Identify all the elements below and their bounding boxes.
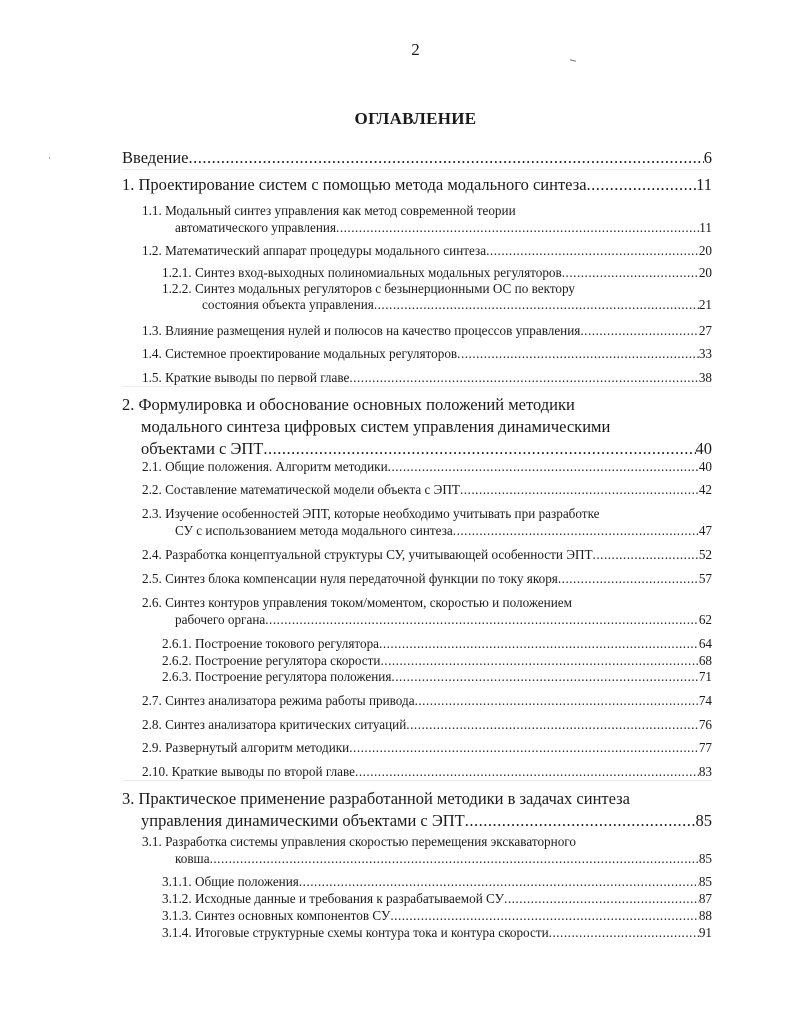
- leader-dots: [558, 570, 699, 587]
- toc-page-number: 64: [698, 636, 712, 651]
- toc-page-number: 76: [698, 717, 712, 732]
- page-number: 2: [411, 40, 420, 59]
- toc-page-number: 77: [698, 740, 712, 755]
- toc-entry-label-cont: модального синтеза цифровых систем управления динамическими: [141, 417, 611, 436]
- toc-entry-label: 2.6.1. Построение токового регулятора: [162, 636, 380, 651]
- toc-entry-label: 2.4. Разработка концептуальной структуры СУ, учитывающей особенности ЭПТ: [142, 547, 593, 562]
- toc-page-number: 21: [698, 297, 712, 312]
- toc-page-number: 71: [698, 669, 712, 684]
- toc-entry-chapter-2[interactable]: [122, 394, 712, 460]
- toc-entry-label-cont: состояния объекта управления: [202, 297, 374, 312]
- toc-entry-label: 2.3. Изучение особенностей ЭПТ, которые необходимо учитывать при разработке: [142, 506, 600, 521]
- toc-entry-label: 2.6. Синтез контуров управления током/моментом, скоростью и положением: [142, 595, 572, 610]
- toc-entry-label: Введение: [122, 148, 189, 167]
- toc-entry-label: 3.1.3. Синтез основных компонентов СУ: [162, 908, 391, 923]
- toc-entry-label: 2.2. Составление математической модели объекта с ЭПТ: [142, 482, 460, 497]
- scan-artifact: [49, 157, 50, 159]
- toc-entry-2-7[interactable]: [122, 692, 712, 709]
- leader-dots: [580, 322, 698, 339]
- toc-entry-label: 1.2. Математический аппарат процедуры модального синтеза: [142, 243, 487, 258]
- toc-page-number: 83: [698, 764, 712, 779]
- toc-entry-3-1-3[interactable]: [122, 908, 712, 924]
- toc-entry-label: 2.6.2. Построение регулятора скорости: [162, 653, 381, 668]
- toc-entry-2-6-3[interactable]: [122, 669, 712, 685]
- toc-entry-1-2-2[interactable]: [122, 281, 712, 313]
- leader-dots: [349, 369, 698, 386]
- leader-dots: [210, 850, 699, 867]
- leader-dots: [460, 481, 699, 498]
- toc-entry-1-1[interactable]: [122, 202, 712, 236]
- toc-entry-label: 2.9. Развернутый алгоритм методики: [142, 740, 350, 755]
- toc-entry-label: 2.5. Синтез блока компенсации нуля передаточной функции по току якоря: [142, 571, 558, 586]
- toc-page-number: 57: [698, 571, 712, 586]
- toc-entry-label: 2.10. Краткие выводы по второй главе: [142, 764, 356, 779]
- toc-entry-label: 3.1. Разработка системы управления скоростью перемещения экскаваторного: [142, 834, 576, 849]
- toc-entry-2-9[interactable]: [122, 739, 712, 756]
- toc-page-number: 52: [698, 547, 712, 562]
- toc-page-number: 68: [698, 653, 712, 668]
- toc-page-number: 91: [698, 925, 712, 940]
- toc-entry-1-4[interactable]: [122, 345, 712, 362]
- toc-entry-label: 1.2.1. Синтез вход-выходных полиномиальных модальных регуляторов: [162, 265, 562, 280]
- leader-dots: [415, 692, 699, 709]
- leader-dots: [189, 147, 704, 169]
- leader-dots: [549, 925, 699, 941]
- leader-dots: [349, 739, 699, 756]
- leader-dots: [265, 611, 699, 628]
- leader-dots: [562, 265, 699, 281]
- leader-dots: [465, 810, 696, 832]
- toc-entry-2-1[interactable]: [122, 458, 712, 475]
- toc-page-number: 85: [695, 811, 712, 830]
- toc-entry-label: 1.2.2. Синтез модальных регуляторов с безынерционными ОС по вектору: [162, 281, 576, 296]
- leader-dots: [587, 174, 697, 196]
- toc-entry-1-2[interactable]: [122, 242, 712, 259]
- toc-entry-3-1-4[interactable]: [122, 925, 712, 941]
- leader-dots: [390, 908, 698, 924]
- toc-entry-3-1[interactable]: [122, 833, 712, 867]
- page-title: ОГЛАВЛЕНИЕ: [354, 109, 477, 128]
- toc-entry-label: 1.1. Модальный синтез управления как метод современной теории: [142, 203, 516, 218]
- toc-page-number: 20: [698, 265, 712, 280]
- toc-entry-2-6-1[interactable]: [122, 636, 712, 652]
- leader-dots: [457, 345, 699, 362]
- toc-page-number: 11: [696, 175, 712, 194]
- toc-entry-2-2[interactable]: [122, 481, 712, 498]
- toc-page-number: 47: [698, 523, 712, 538]
- toc-entry-label: 3. Практическое применение разработанной методики в задачах синтеза: [122, 789, 630, 808]
- toc-page-number: 85: [698, 851, 712, 866]
- toc-entry-label: 2.1. Общие положения. Алгоритм методики: [142, 459, 388, 474]
- toc-entry-label: 1.4. Системное проектирование модальных регуляторов: [142, 346, 458, 361]
- toc-entry-label-cont: управления динамическими объектами с ЭПТ: [141, 811, 465, 830]
- toc-page-number: 11: [699, 220, 712, 235]
- toc-page-number: 88: [698, 908, 712, 923]
- toc-entry-2-6-2[interactable]: [122, 653, 712, 669]
- toc-page-number: 27: [698, 323, 712, 338]
- toc-entry-1-3[interactable]: [122, 322, 712, 339]
- toc-page-number: 38: [698, 370, 712, 385]
- toc-entry-label: 3.1.4. Итоговые структурные схемы контура тока и контура скорости: [162, 925, 549, 940]
- toc-entry-label-cont: рабочего органа: [175, 612, 266, 627]
- leader-dots: [374, 297, 699, 313]
- toc-entry-label: 3.1.2. Исходные данные и требования к разрабатываемой СУ: [162, 891, 505, 906]
- scan-artifact: [570, 59, 576, 62]
- toc-entry-label: 2.8. Синтез анализатора критических ситуаций: [142, 717, 407, 732]
- leader-dots: [299, 874, 699, 890]
- toc-entry-label-cont: ковша: [175, 851, 210, 866]
- toc-entry-label: 2.7. Синтез анализатора режима работы привода: [142, 693, 415, 708]
- leader-dots: [406, 716, 699, 733]
- toc-entry-label: 1.5. Краткие выводы по первой главе: [142, 370, 350, 385]
- toc-entry-2-10[interactable]: [122, 763, 712, 781]
- leader-dots: [391, 669, 698, 685]
- leader-dots: [355, 763, 699, 780]
- toc-entry-label: 1.3. Влияние размещения нулей и полюсов на качество процессов управления: [142, 323, 581, 338]
- leader-dots: [263, 438, 695, 460]
- toc-page-number: 40: [698, 459, 712, 474]
- toc-entry-label-cont: СУ с использованием метода модального синтеза: [175, 523, 453, 538]
- toc-entry-2-6[interactable]: [122, 594, 712, 628]
- toc-entry-3-1-1[interactable]: [122, 874, 712, 890]
- leader-dots: [379, 636, 699, 652]
- toc-page-number: 42: [698, 482, 712, 497]
- toc-entry-label: 3.1.1. Общие положения: [162, 874, 299, 889]
- toc-entry-3-1-2[interactable]: [122, 891, 712, 907]
- toc-page-number: 62: [698, 612, 712, 627]
- toc-entry-1-2-1[interactable]: [122, 265, 712, 281]
- leader-dots: [388, 458, 699, 475]
- toc-entry-chapter-1[interactable]: [122, 174, 712, 196]
- toc-entry-label: 2. Формулировка и обоснование основных положений методики: [122, 395, 575, 414]
- leader-dots: [453, 522, 699, 539]
- toc-entry-label-cont: автоматического управления: [175, 220, 337, 235]
- toc-page-number: 85: [698, 874, 712, 889]
- toc-entry-2-8[interactable]: [122, 716, 712, 733]
- toc-entry-intro[interactable]: [122, 147, 712, 170]
- toc-page-number: 20: [698, 243, 712, 258]
- toc-page-number: 87: [698, 891, 712, 906]
- toc-entry-label-cont: объектами с ЭПТ: [141, 439, 264, 458]
- toc-page-number: 74: [698, 693, 712, 708]
- toc-entry-label: 2.6.3. Построение регулятора положения: [162, 669, 392, 684]
- leader-dots: [593, 546, 699, 563]
- toc-entry-2-5[interactable]: [122, 570, 712, 587]
- leader-dots: [336, 219, 699, 236]
- toc-entry-2-3[interactable]: [122, 505, 712, 539]
- toc-entry-2-4[interactable]: [122, 546, 712, 563]
- toc-entry-1-5[interactable]: [122, 369, 712, 387]
- toc-entry-label: 1. Проектирование систем с помощью метода модального синтеза: [122, 175, 587, 194]
- toc-page-number: 33: [698, 346, 712, 361]
- toc-page-number: 6: [703, 148, 712, 167]
- leader-dots: [486, 242, 699, 259]
- leader-dots: [380, 653, 698, 669]
- leader-dots: [504, 891, 699, 907]
- toc-entry-chapter-3[interactable]: [122, 788, 712, 832]
- toc-page-number: 40: [695, 439, 712, 458]
